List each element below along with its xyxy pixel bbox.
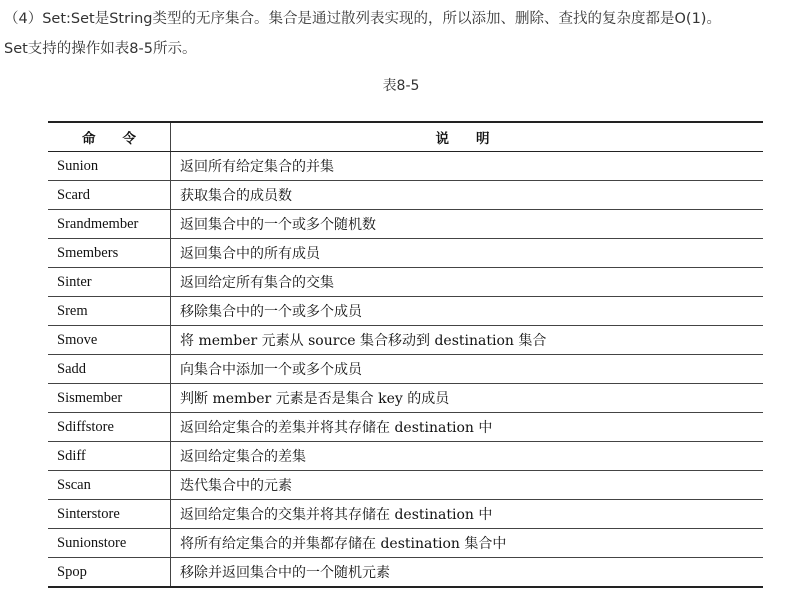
description-cell: 判断 member 元素是否是集合 key 的成员 bbox=[171, 384, 764, 413]
table-row bbox=[48, 181, 763, 210]
command-cell: Srem bbox=[48, 297, 171, 326]
table-row bbox=[48, 442, 763, 471]
command-cell: Sismember bbox=[48, 384, 171, 413]
description-cell: 返回集合中的一个或多个随机数 bbox=[171, 210, 764, 239]
table-header-row bbox=[48, 122, 763, 152]
description-cell: 移除并返回集合中的一个随机元素 bbox=[171, 558, 764, 588]
command-cell: Srandmember bbox=[48, 210, 171, 239]
command-cell: Spop bbox=[48, 558, 171, 588]
description-cell: 返回集合中的所有成员 bbox=[171, 239, 764, 268]
command-cell: Smembers bbox=[48, 239, 171, 268]
description-cell: 将所有给定集合的并集都存储在 destination 集合中 bbox=[171, 529, 764, 558]
command-cell: Sunionstore bbox=[48, 529, 171, 558]
table-row bbox=[48, 355, 763, 384]
header-description: 说 明 bbox=[171, 122, 764, 152]
header-command: 命 令 bbox=[48, 122, 171, 152]
table-row bbox=[48, 471, 763, 500]
command-cell: Smove bbox=[48, 326, 171, 355]
description-cell: 返回给定所有集合的交集 bbox=[171, 268, 764, 297]
table-row bbox=[48, 384, 763, 413]
description-cell: 返回给定集合的差集并将其存储在 destination 中 bbox=[171, 413, 764, 442]
table-row bbox=[48, 239, 763, 268]
description-cell: 迭代集合中的元素 bbox=[171, 471, 764, 500]
intro-paragraph bbox=[4, 4, 800, 64]
description-cell: 移除集合中的一个或多个成员 bbox=[171, 297, 764, 326]
table-row bbox=[48, 297, 763, 326]
intro-line-1: （4）Set:Set是String类型的无序集合。集合是通过散列表实现的，所以添加、删除、查找的复杂度都是O(1)。 bbox=[4, 11, 721, 27]
table-row bbox=[48, 210, 763, 239]
command-cell: Sadd bbox=[48, 355, 171, 384]
table-row bbox=[48, 152, 763, 181]
description-cell: 返回所有给定集合的并集 bbox=[171, 152, 764, 181]
set-commands-table bbox=[48, 121, 763, 588]
table-row bbox=[48, 268, 763, 297]
table-row bbox=[48, 326, 763, 355]
table-row bbox=[48, 558, 763, 588]
table-caption: 表8-5 bbox=[382, 78, 420, 94]
table-row bbox=[48, 500, 763, 529]
intro-line-2: Set支持的操作如表8-5所示。 bbox=[4, 41, 197, 57]
table-row bbox=[48, 529, 763, 558]
description-cell: 返回给定集合的差集 bbox=[171, 442, 764, 471]
description-cell: 将 member 元素从 source 集合移动到 destination 集合 bbox=[171, 326, 764, 355]
description-cell: 向集合中添加一个或多个成员 bbox=[171, 355, 764, 384]
command-cell: Sscan bbox=[48, 471, 171, 500]
command-cell: Sdiff bbox=[48, 442, 171, 471]
table-row bbox=[48, 413, 763, 442]
command-cell: Sinterstore bbox=[48, 500, 171, 529]
description-cell: 返回给定集合的交集并将其存储在 destination 中 bbox=[171, 500, 764, 529]
command-cell: Scard bbox=[48, 181, 171, 210]
description-cell: 获取集合的成员数 bbox=[171, 181, 764, 210]
command-cell: Sdiffstore bbox=[48, 413, 171, 442]
command-cell: Sunion bbox=[48, 152, 171, 181]
command-cell: Sinter bbox=[48, 268, 171, 297]
